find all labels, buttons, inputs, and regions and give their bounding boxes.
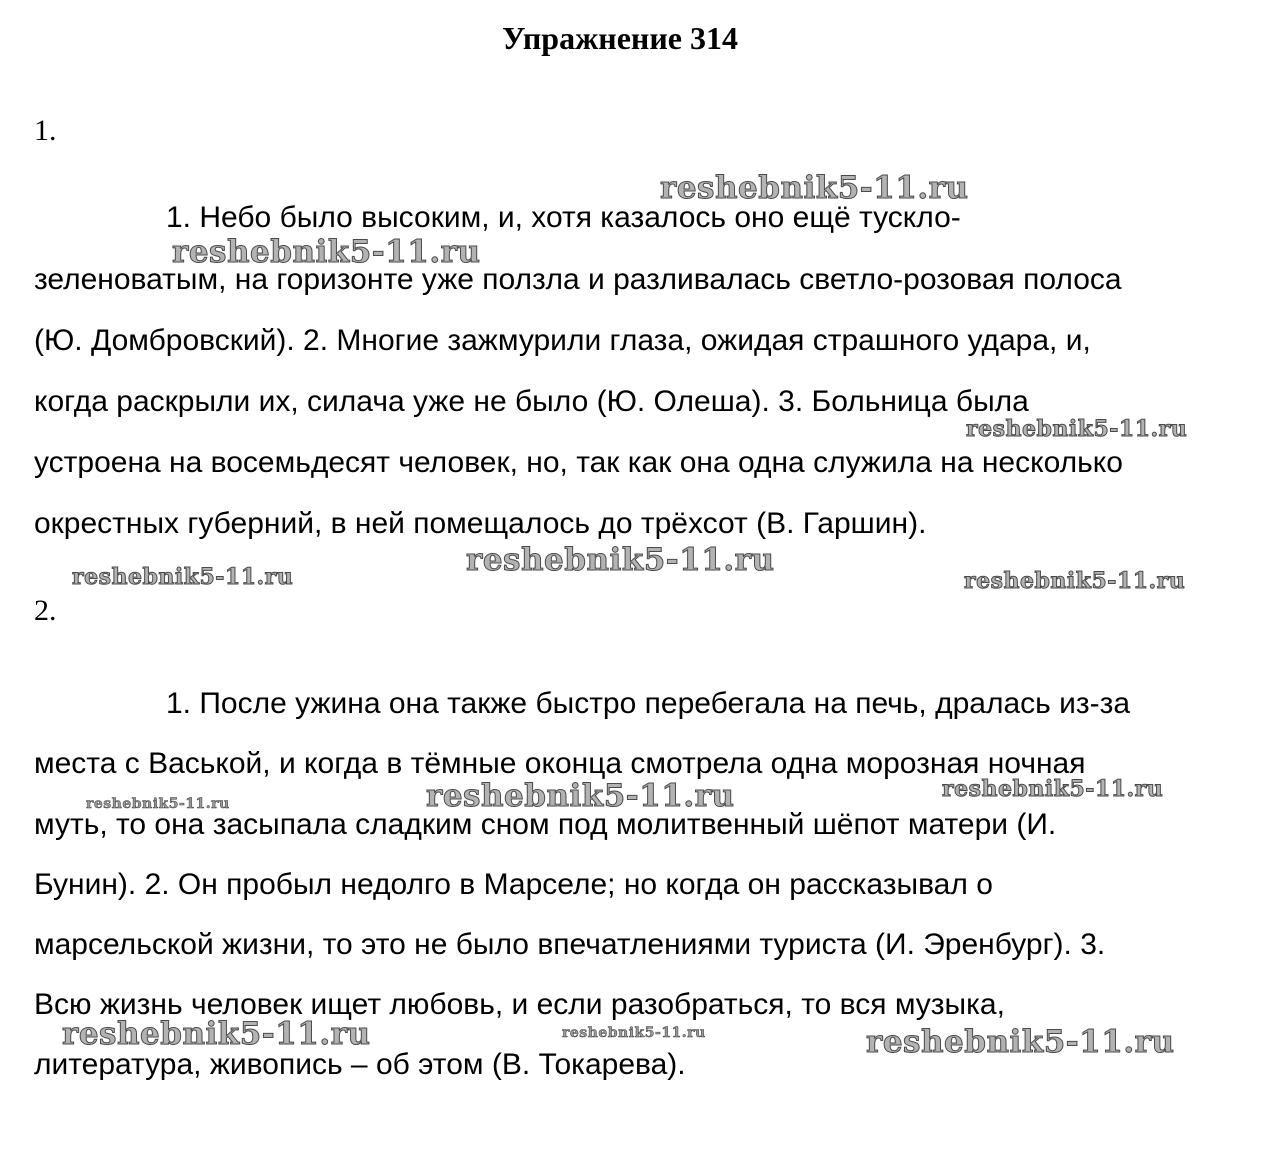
text-line: Всю жизнь человек ищет любовь, и если разобраться, то вся музыка, <box>34 988 1005 1021</box>
text-line: муть, то она засыпала сладким сном под молитвенный шёпот матери (И. <box>34 808 1057 841</box>
watermark: reshebnik5-11.ru <box>660 170 969 206</box>
text-line: окрестных губерний, в ней помещалось до трёхсот (В. Гаршин). <box>34 507 927 540</box>
section-2-number: 2. <box>34 594 57 627</box>
section-1-number: 1. <box>34 114 57 147</box>
watermark: reshebnik5-11.ru <box>866 1024 1175 1060</box>
watermark: reshebnik5-11.ru <box>72 564 294 590</box>
page-title: Упражнение 314 <box>501 20 738 56</box>
text-line: зеленоватым, на горизонте уже ползла и разливалась светло-розовая полоса <box>34 263 1122 296</box>
watermark: reshebnik5-11.ru <box>466 542 775 578</box>
text-line: (Ю. Домбровский). 2. Многие зажмурили глаза, ожидая страшного удара, и, <box>34 324 1091 357</box>
text-line: Бунин). 2. Он пробыл недолго в Марселе; но когда он рассказывал о <box>34 868 993 901</box>
watermark: reshebnik5-11.ru <box>426 778 735 814</box>
watermark: reshebnik5-11.ru <box>62 1016 371 1052</box>
watermark: reshebnik5-11.ru <box>942 776 1164 802</box>
watermark: reshebnik5-11.ru <box>562 1025 706 1041</box>
text-line: марсельской жизни, то это не было впечатлениями туриста (И. Эренбург). 3. <box>34 928 1106 961</box>
text-line: когда раскрыли их, силача уже не было (Ю. Олеша). 3. Больница была <box>34 385 1029 418</box>
text-line: устроена на восемьдесят человек, но, так как она одна служила на несколько <box>34 446 1123 479</box>
text-line: литература, живопись – об этом (В. Токарева). <box>34 1048 686 1081</box>
watermark: reshebnik5-11.ru <box>966 416 1188 442</box>
watermark: reshebnik5-11.ru <box>86 796 230 812</box>
text-line: 1. Небо было высоким, и, хотя казалось оно ещё тускло- <box>166 201 961 234</box>
watermark: reshebnik5-11.ru <box>964 568 1186 594</box>
text-line: 1. После ужина она также быстро перебегала на печь, дралась из-за <box>166 687 1131 720</box>
watermark: reshebnik5-11.ru <box>172 234 481 270</box>
text-line: места с Васькой, и когда в тёмные оконца смотрела одна морозная ночная <box>34 747 1086 780</box>
